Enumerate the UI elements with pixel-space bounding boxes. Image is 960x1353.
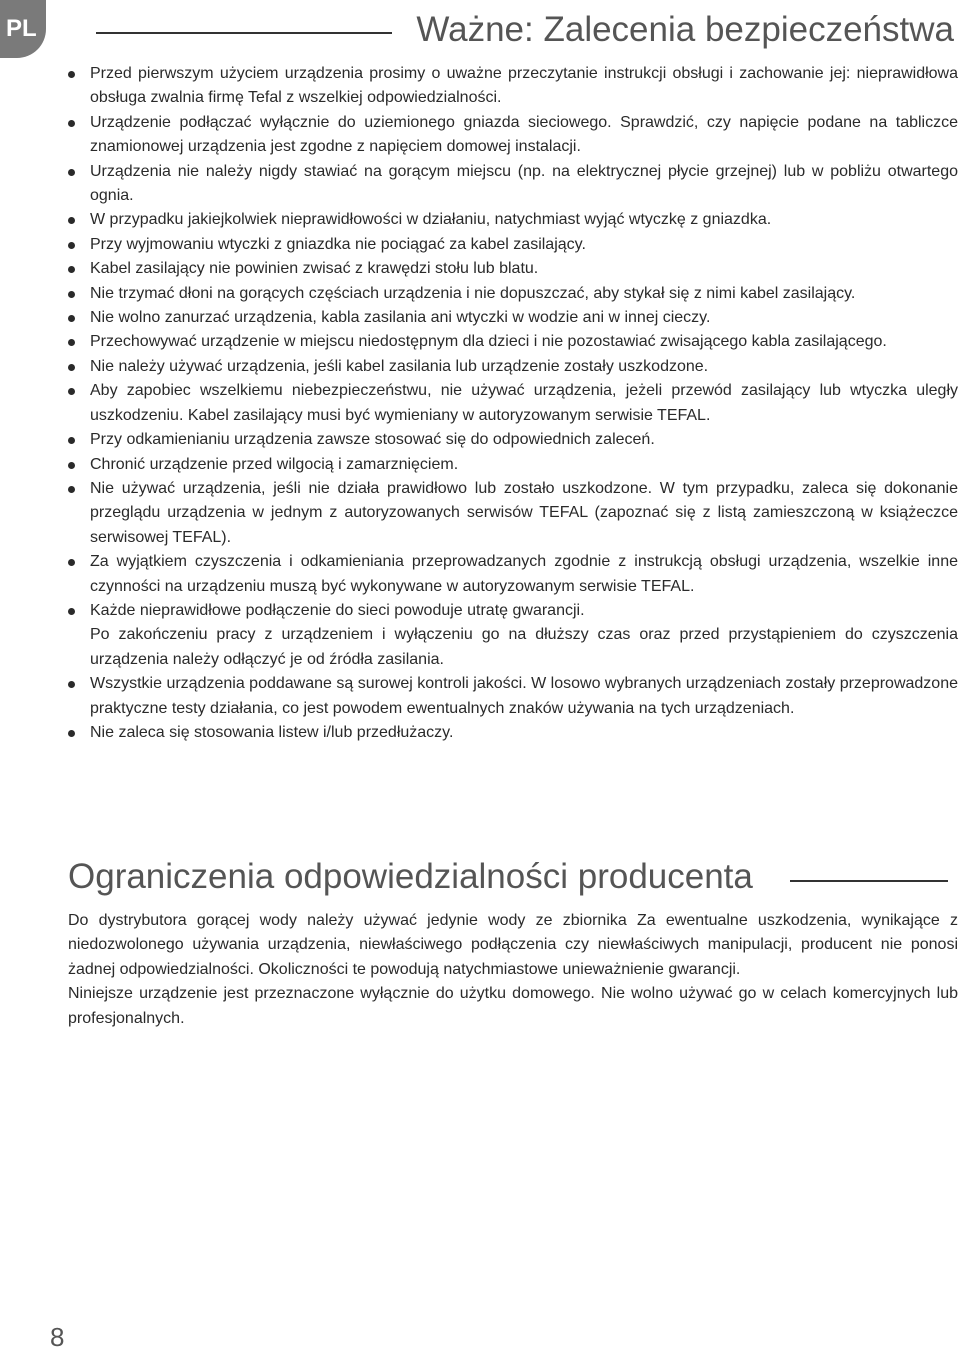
list-item-text: Za wyjątkiem czyszczenia i odkamieniania przeprowadzanych zgodnie z instrukcją obsługi urządzenia, wszelkie inne czynności na urządzeniu muszą być wykonywane w autoryzowanym serwisie TEFAL. bbox=[90, 553, 958, 595]
list-item-text: Przy odkamienianiu urządzenia zawsze stosować się do odpowiednich zaleceń. bbox=[90, 431, 655, 449]
paragraph: Do dystrybutora gorącej wody należy używać jedynie wody ze zbiornika Za ewentualne uszkodzenia, wynikające z niedozwolonego używania urządzenia, niewłaściwego podłączenia czy niewłaściwych manipulacji, producent nie ponosi żadnej odpowiedzialności. Okoliczności te powodują natychmiastowe unieważnienie gwarancji. bbox=[68, 912, 958, 978]
bullet-icon bbox=[68, 388, 75, 395]
bullet-icon bbox=[68, 437, 75, 444]
language-tab: PL bbox=[0, 0, 46, 58]
bullet-icon bbox=[68, 486, 75, 493]
bullet-icon bbox=[68, 315, 75, 322]
list-item bbox=[68, 672, 958, 721]
list-item-text: Aby zapobiec wszelkiemu niebezpieczeństwu, nie używać urządzenia, jeżeli przewód zasilający lub wtyczka uległy uszkodzeniu. Kabel zasilający musi być wymieniany w autoryzowanym serwisie TEFAL. bbox=[90, 382, 958, 424]
section-body bbox=[68, 909, 958, 1031]
bullet-icon bbox=[68, 169, 75, 176]
bullet-icon bbox=[68, 608, 75, 615]
bullet-icon bbox=[68, 730, 75, 737]
list-item bbox=[68, 550, 958, 599]
list-item-text: Chronić urządzenie przed wilgocią i zamarznięciem. bbox=[90, 455, 459, 473]
list-item-text: Przy wyjmowaniu wtyczki z gniazdka nie pociągać za kabel zasilający. bbox=[90, 235, 586, 253]
list-item bbox=[68, 257, 958, 281]
list-item-text: Przechowywać urządzenie w miejscu niedostępnym dla dzieci i nie pozostawiać zwisającego kabla zasilającego. bbox=[90, 333, 887, 351]
bullet-icon bbox=[68, 364, 75, 371]
list-item bbox=[68, 477, 958, 550]
list-item bbox=[68, 721, 958, 745]
list-item bbox=[68, 599, 958, 623]
section-rule bbox=[790, 880, 948, 882]
list-item bbox=[68, 111, 958, 160]
list-item-text: Nie trzymać dłoni na gorących częściach urządzenia i nie dopuszczać, aby stykał się z nimi kabel zasilający. bbox=[90, 284, 856, 302]
bullet-icon bbox=[68, 217, 75, 224]
list-item-text: Urządzenia nie należy nigdy stawiać na gorącym miejscu (np. na elektrycznej płycie grzejnej) lub w pobliżu otwartego ognia. bbox=[90, 162, 958, 205]
header-rule bbox=[96, 32, 392, 34]
bullet-icon bbox=[68, 242, 75, 249]
bullet-icon bbox=[68, 291, 75, 298]
list-item bbox=[68, 160, 958, 209]
section-title: Ograniczenia odpowiedzialności producenta bbox=[68, 857, 753, 896]
bullet-icon bbox=[68, 71, 75, 78]
list-item bbox=[68, 330, 958, 354]
list-item bbox=[68, 233, 958, 257]
list-item-text: Przed pierwszym użyciem urządzenia prosimy o uważne przeczytanie instrukcji obsługi i zachowanie jej: nieprawidłowa obsługa zwalnia firmę Tefal z wszelkiej odpowiedzialności. bbox=[90, 65, 958, 107]
list-item-text: Nie należy używać urządzenia, jeśli kabel zasilania lub urządzenie zostały uszkodzone. bbox=[90, 357, 709, 375]
bullet-icon bbox=[68, 681, 75, 688]
page-title: Ważne: Zalecenia bezpieczeństwa bbox=[416, 10, 954, 49]
list-item-text: Po zakończeniu pracy z urządzeniem i wyłączeniu go na dłuższy czas oraz przed przystąpieniem do czyszczenia urządzenia należy odłączyć je od źródła zasilania. bbox=[90, 626, 958, 668]
list-item-text: Wszystkie urządzenia poddawane są surowej kontroli jakości. W losowo wybranych urządzeniach zostały przeprowadzone praktyczne testy działania, co jest powodem ewentualnych znaków używania na tych urządzeniach. bbox=[90, 675, 958, 717]
list-item-text: Nie wolno zanurzać urządzenia, kabla zasilania ani wtyczki w wodzie ani w innej cieczy. bbox=[90, 309, 711, 327]
list-item-text: Każde nieprawidłowe podłączenie do sieci powoduje utratę gwarancji. bbox=[90, 601, 585, 619]
list-item bbox=[68, 62, 958, 111]
bullet-icon bbox=[68, 462, 75, 469]
paragraph: Niniejsze urządzenie jest przeznaczone wyłącznie do użytku domowego. Nie wolno używać go w celach komercyjnych lub profesjonalnych. bbox=[68, 985, 958, 1027]
list-item bbox=[68, 379, 958, 428]
list-item-text: W przypadku jakiejkolwiek nieprawidłowości w działaniu, natychmiast wyjąć wtyczkę z gniazdka. bbox=[90, 211, 772, 229]
list-item-text: Nie używać urządzenia, jeśli nie działa prawidłowo lub zostało uszkodzone. W tym przypadku, zaleca się dokonanie przeglądu urządzenia w jednym z autoryzowanych serwisów TEFAL (zapoznać się z listą zamieszczoną w książeczce serwisowej TEFAL). bbox=[90, 479, 958, 546]
list-item bbox=[68, 282, 958, 306]
bullet-icon bbox=[68, 266, 75, 273]
bullet-icon bbox=[68, 120, 75, 127]
list-item bbox=[68, 355, 958, 379]
list-item-text: Urządzenie podłączać wyłącznie do uziemionego gniazda sieciowego. Sprawdzić, czy napięcie podane na tabliczce znamionowej urządzenia jest zgodne z napięciem domowej instalacji. bbox=[90, 113, 958, 156]
page-number: 8 bbox=[50, 1322, 65, 1352]
list-item bbox=[68, 306, 958, 330]
list-item-text: Kabel zasilający nie powinien zwisać z krawędzi stołu lub blatu. bbox=[90, 260, 539, 278]
list-item-continuation bbox=[68, 623, 958, 672]
list-item-text: Nie zaleca się stosowania listew i/lub przedłużaczy. bbox=[90, 723, 454, 741]
list-item bbox=[68, 208, 958, 232]
safety-list bbox=[68, 62, 958, 745]
bullet-icon bbox=[68, 339, 75, 346]
bullet-icon bbox=[68, 559, 75, 566]
list-item bbox=[68, 428, 958, 452]
list-item bbox=[68, 453, 958, 477]
